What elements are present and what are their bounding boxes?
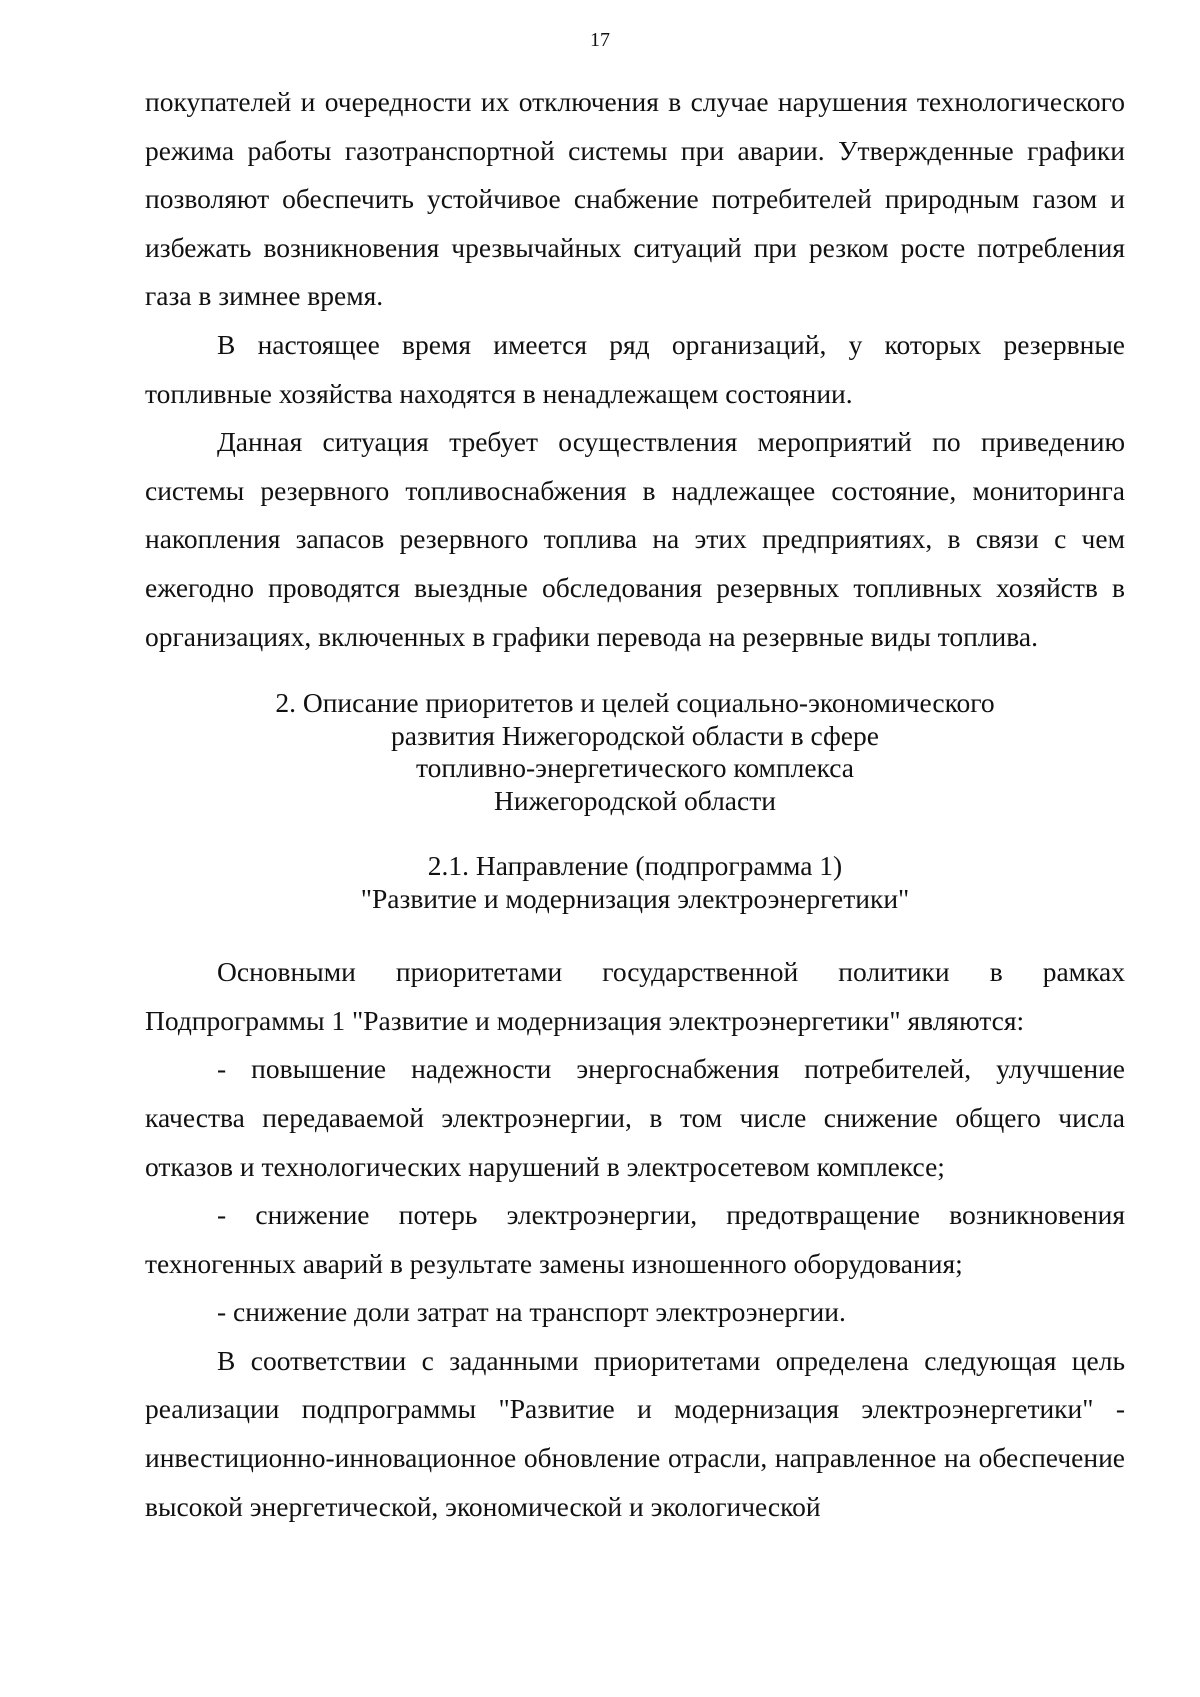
heading-line: 2.1. Направление (подпрограмма 1)	[427, 850, 843, 882]
list-item-reliability: - повышение надежности энергоснабжения потребителей, улучшение качества передаваемой электроэнергии, в том числе снижение общего числа отказов и технологических нарушений в электросетевом комплексе;	[145, 1053, 1125, 1182]
heading-line: Нижегородской области	[494, 784, 776, 816]
paragraph-reserve-fuel-state: В настоящее время имеется ряд организаций, у которых резервные топливные хозяйства находятся в ненадлежащем состоянии.	[145, 328, 1125, 409]
subsection-heading-2-1	[145, 850, 1125, 915]
list-item-losses: - снижение потерь электроэнергии, предотвращение возникновения техногенных аварий в результате замены изношенного оборудования;	[145, 1199, 1125, 1279]
list-item-costs: - снижение доли затрат на транспорт электроэнергии.	[217, 1296, 846, 1328]
paragraph-priorities-intro: Основными приоритетами государственной политики в рамках Подпрограммы 1 "Развитие и модернизация электроэнергетики" являются:	[145, 956, 1125, 1036]
document-body	[145, 78, 1125, 1531]
section-heading-2	[145, 687, 1125, 817]
page-number: 17	[590, 29, 610, 51]
heading-line: топливно-энергетического комплекса	[415, 752, 855, 784]
heading-line: "Развитие и модернизация электроэнергетики"	[360, 882, 910, 914]
paragraph-continuation: покупателей и очередности их отключения в случае нарушения технологического режима работы газотранспортной системы при аварии. Утвержденные графики позволяют обеспечить устойчивое снабжение потребителей природным газом и избежать возникновения чрезвычайных ситуаций при резком росте потребления газа в зимнее время.	[145, 86, 1125, 312]
heading-line: 2. Описание приоритетов и целей социально-экономического	[275, 687, 995, 719]
heading-line: развития Нижегородской области в сфере	[391, 719, 879, 751]
paragraph-goal: В соответствии с заданными приоритетами определена следующая цель реализации подпрограммы "Развитие и модернизация электроэнергетики" - инвестиционно-инновационное обновление отрасли, направленное на обеспечение высокой энергетической, экономической и экологической	[145, 1344, 1125, 1522]
paragraph-measures: Данная ситуация требует осуществления мероприятий по приведению системы резервного топливоснабжения в надлежащее состояние, мониторинга накопления запасов резервного топлива на этих предприятиях, в связи с чем ежегодно проводятся выездные обследования резервных топливных хозяйств в организациях, включенных в графики перевода на резервные виды топлива.	[145, 426, 1125, 652]
